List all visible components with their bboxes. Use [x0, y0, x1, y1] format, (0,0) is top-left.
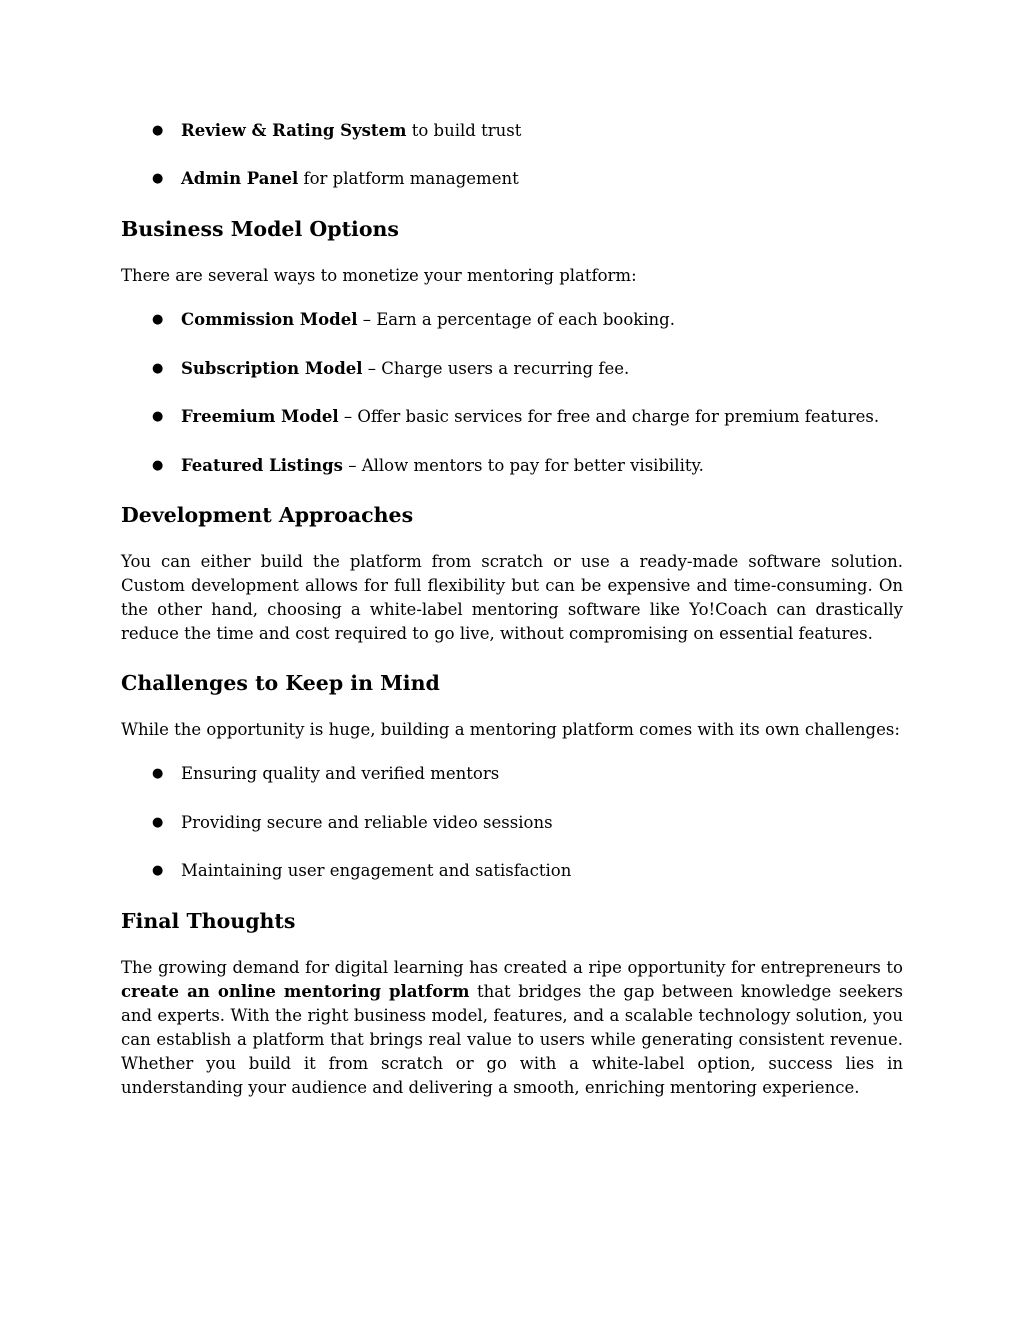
- section-heading: Development Approaches: [121, 503, 414, 527]
- list-item: ● Commission Model – Earn a percentage of each booking.: [121, 308, 675, 332]
- section-heading: Challenges to Keep in Mind: [121, 671, 440, 695]
- emphasis-text: create an online mentoring platform: [121, 982, 470, 1001]
- bullet-icon: ●: [152, 409, 164, 424]
- list-item: ● Ensuring quality and verified mentors: [121, 762, 499, 786]
- list-item: ● Subscription Model – Charge users a recurring fee.: [121, 357, 629, 381]
- bullet-icon: ●: [152, 815, 164, 830]
- list-item: ● Freemium Model – Offer basic services for free and charge for premium features.: [121, 405, 879, 429]
- list-item: ● Featured Listings – Allow mentors to pay for better visibility.: [121, 454, 704, 478]
- bullet-icon: ●: [152, 361, 164, 376]
- list-item: ● Maintaining user engagement and satisfaction: [121, 859, 571, 883]
- bullet-icon: ●: [152, 123, 164, 138]
- bullet-icon: ●: [152, 312, 164, 327]
- section-body: You can either build the platform from scratch or use a ready-made software solution. Custom development allows for full flexibility but can be expensive and time-consuming. On the other hand, choosing a white-label mentoring software like Yo!Coach can drastically reduce the time and cost required to go live, without compromising on essential features.: [121, 552, 903, 643]
- section-body: The growing demand for digital learning has created a ripe opportunity for entrepreneurs to create an online mentoring platform that bridges the gap between knowledge seekers and experts. With the right business model, features, and a scalable technology solution, you can establish a platform that brings real value to users while generating consistent revenue. Whether you build it from scratch or go with a white-label option, success lies in understanding your audience and delivering a smooth, enriching mentoring experience.: [121, 958, 903, 1097]
- section-intro: There are several ways to monetize your mentoring platform:: [121, 266, 637, 285]
- section-heading: Final Thoughts: [121, 909, 296, 933]
- bullet-icon: ●: [152, 766, 164, 781]
- bullet-icon: ●: [152, 863, 164, 878]
- list-item: ● Review & Rating System to build trust: [121, 119, 521, 143]
- bullet-icon: ●: [152, 171, 164, 186]
- section-intro: While the opportunity is huge, building a mentoring platform comes with its own challenges:: [121, 720, 900, 739]
- bullet-icon: ●: [152, 458, 164, 473]
- list-item: ● Admin Panel for platform management: [121, 167, 519, 191]
- list-item: ● Providing secure and reliable video sessions: [121, 811, 553, 835]
- section-heading: Business Model Options: [121, 217, 399, 241]
